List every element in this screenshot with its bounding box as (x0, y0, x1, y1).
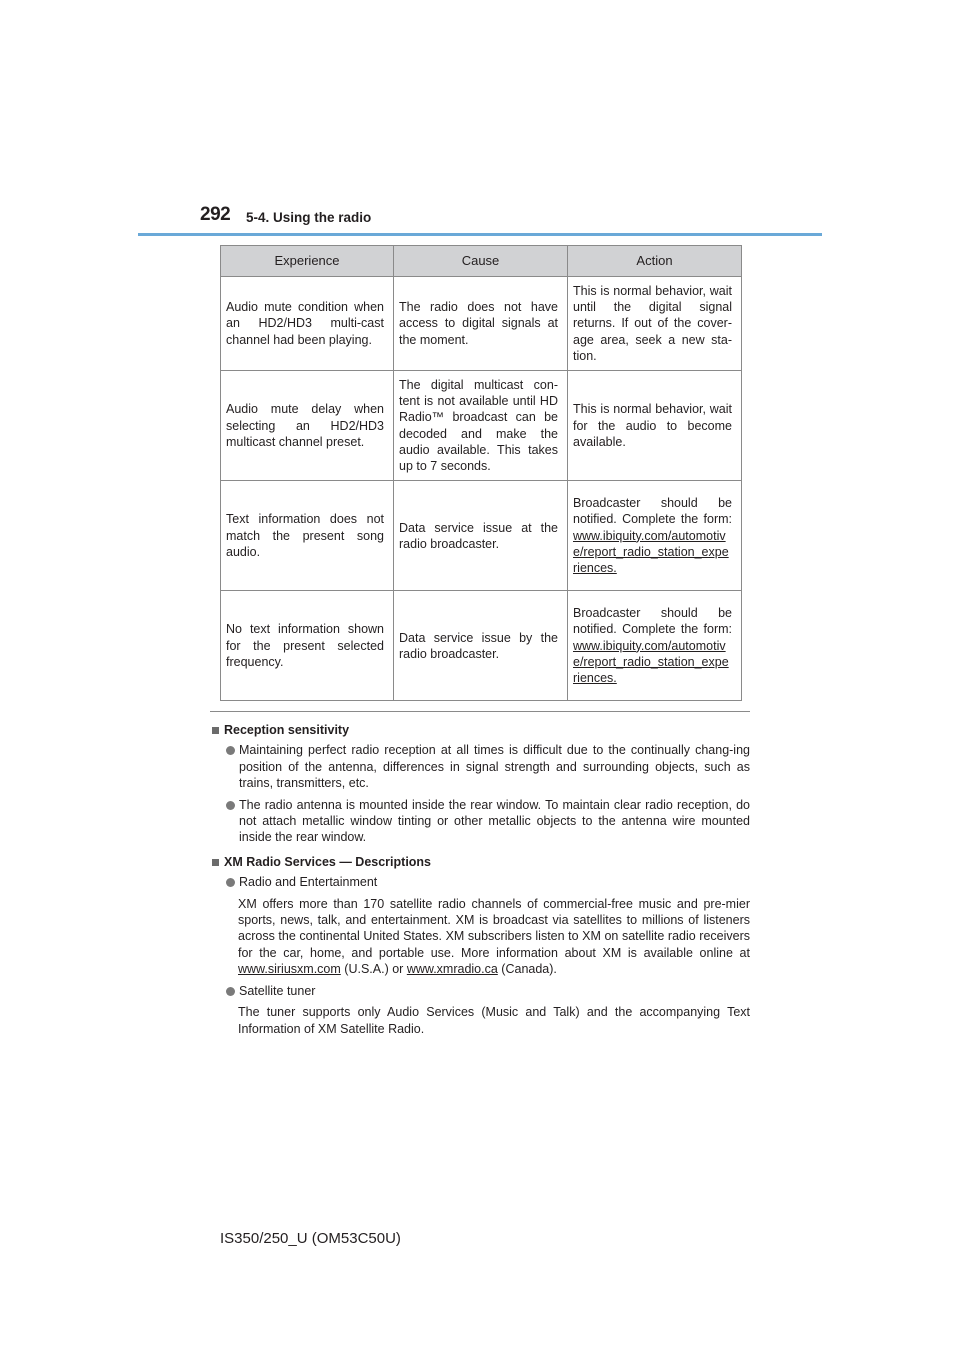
circle-bullet-icon (226, 801, 235, 810)
cell-cause: Data service issue at the radio broadcaster. (394, 481, 568, 591)
xmradio-link[interactable]: www.xmradio.ca (406, 962, 498, 977)
troubleshooting-table (220, 245, 742, 701)
bullet-text: Maintaining perfect radio reception at all times is difficult due to the continually chang-ing position of the antenna, differences in signal strength and surrounding objects, such as trains, transmitters, etc. (239, 743, 750, 791)
table-header-row (221, 246, 742, 277)
heading-text: Reception sensitivity (224, 723, 350, 737)
page-header (0, 0, 960, 240)
notes-section (212, 722, 750, 1042)
column-header-cause: Cause (394, 246, 568, 277)
action-text: Broadcaster should be notified. Complete the form: (573, 606, 732, 637)
list-item (226, 797, 750, 846)
list-item (226, 742, 750, 791)
square-bullet-icon (212, 727, 219, 734)
action-text: Broadcaster should be notified. Complete the form: (573, 496, 732, 527)
bullet-title: Radio and Entertainment (239, 875, 378, 890)
radio-description (238, 896, 750, 978)
table-row (221, 591, 742, 701)
cell-cause: The radio does not have access to digital signals at the moment. (394, 277, 568, 371)
circle-bullet-icon (226, 987, 235, 996)
cell-experience: No text information shown for the present selected frequency. (221, 591, 394, 701)
model-footer: IS350/250_U (OM53C50U) (220, 1230, 401, 1247)
cell-cause: The digital multicast con-tent is not available until HD Radio™ broadcast can be decoded and make the audio available. This takes up to 7 seconds. (394, 371, 568, 481)
cell-action (568, 481, 742, 591)
bullet-title: Satellite tuner (239, 983, 316, 998)
page-number: 292 (200, 204, 231, 225)
paragraph-text: (Canada). (501, 962, 557, 977)
circle-bullet-icon (226, 878, 235, 887)
section-title: 5-4. Using the radio (246, 210, 372, 225)
circle-bullet-icon (226, 746, 235, 755)
cell-action (568, 591, 742, 701)
ibiquity-link[interactable]: www.ibiquity.com/automotive/report_radio_station_experiences. (573, 638, 729, 686)
cell-cause: Data service issue by the radio broadcaster. (394, 591, 568, 701)
bullet-text: The radio antenna is mounted inside the rear window. To maintain clear radio reception, do not attach metallic window tinting or other metallic objects to the antenna wire mounted inside the rear window. (239, 797, 750, 845)
heading-text: XM Radio Services — Descriptions (224, 854, 432, 869)
cell-experience: Audio mute condition when an HD2/HD3 multi-cast channel had been playing. (221, 277, 394, 371)
column-header-action: Action (568, 246, 742, 277)
siriusxm-link[interactable]: www.siriusxm.com (238, 962, 341, 977)
section-divider (210, 711, 750, 712)
table-row (221, 481, 742, 591)
xm-heading (212, 854, 750, 870)
cell-experience: Audio mute delay when selecting an HD2/HD3 multicast channel preset. (221, 371, 394, 481)
cell-experience: Text information does not match the present song audio. (221, 481, 394, 591)
header-rule (138, 233, 822, 236)
square-bullet-icon (212, 859, 219, 866)
paragraph-text: XM offers more than 170 satellite radio channels of commercial-free music and pre-mier sports, news, talk, and entertainment. XM is broadcast via satellites to millions of listeners across the continental United States. XM subscribers listen to XM on satellite radio receivers for the car, home, and portable use. More information about XM is available online at (238, 896, 750, 960)
table-row (221, 371, 742, 481)
list-item (226, 983, 750, 999)
ibiquity-link[interactable]: www.ibiquity.com/automotive/report_radio_station_experiences. (573, 528, 729, 576)
table-row (221, 277, 742, 371)
column-header-experience: Experience (221, 246, 394, 277)
cell-action: This is normal behavior, wait for the audio to become available. (568, 371, 742, 481)
tuner-description: The tuner supports only Audio Services (Music and Talk) and the accompanying Text Information of XM Satellite Radio. (238, 1005, 750, 1036)
list-item (226, 874, 750, 890)
paragraph-text: (U.S.A.) or (344, 962, 404, 977)
cell-action: This is normal behavior, wait until the digital signal returns. If out of the cover-age area, seek a new sta-tion. (568, 277, 742, 371)
reception-heading (212, 722, 750, 738)
